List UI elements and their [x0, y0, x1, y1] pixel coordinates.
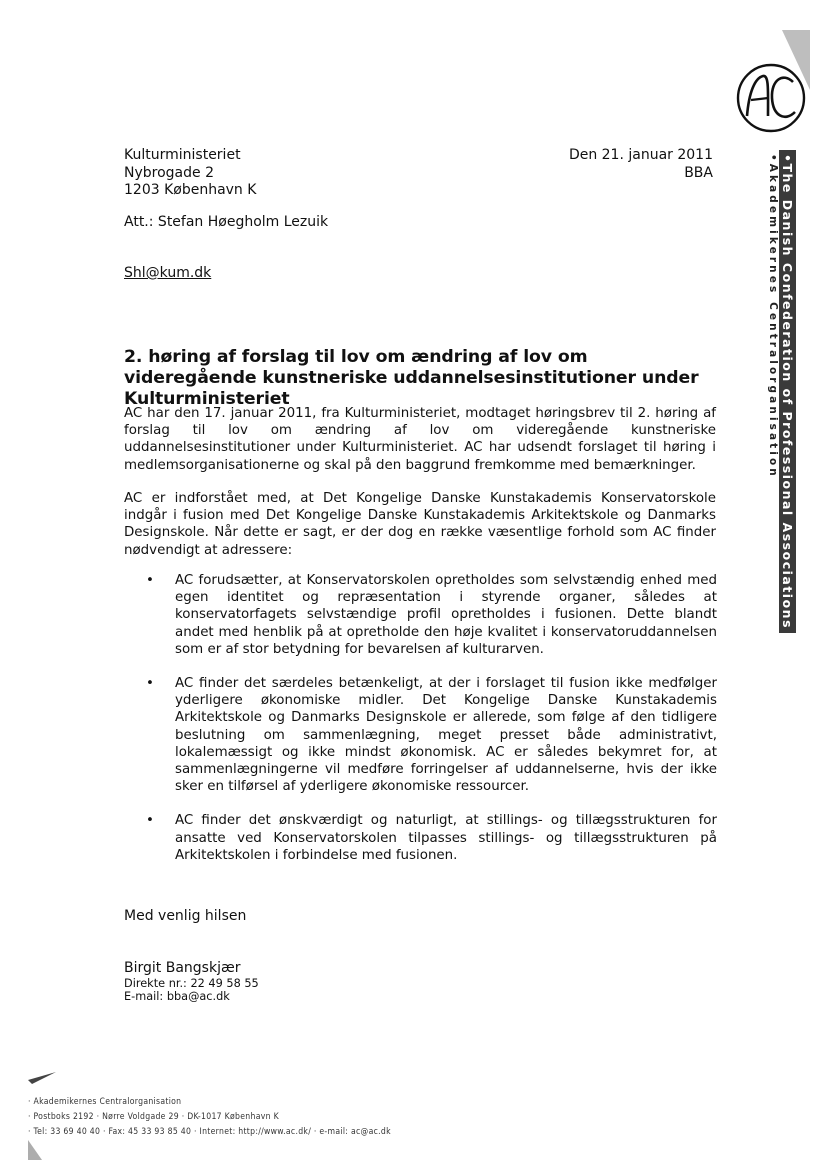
footer-org: · Akademikernes Centralorganisation — [28, 1097, 182, 1107]
recipient-address — [124, 147, 256, 200]
list-item — [124, 675, 717, 795]
ac-logo-icon — [735, 62, 807, 134]
paragraph-1: AC har den 17. januar 2011, fra Kulturministeriet, modtaget høringsbrev til 2. høring af forslag til lov om ændring af lov om videregående kunstneriske uddannelsesinstitutioner under Kulturministeriet. AC har udsendt forslaget til høring i medlemsorganisationerne og skal på den baggrund fremkomme med bemærkninger. — [124, 406, 716, 473]
letterhead-footer — [28, 1095, 391, 1140]
bullet-icon: • — [146, 813, 154, 829]
attention-line: Att.: Stefan Høegholm Lezuik — [124, 214, 329, 230]
signature-contact — [124, 977, 259, 1003]
concerns-list — [124, 572, 717, 881]
signature-email: E-mail: bba@ac.dk — [124, 990, 230, 1003]
closing-salutation: Med venlig hilsen — [124, 908, 247, 924]
side-banner-english: •The Danish Confederation of Professional Associations — [779, 150, 796, 633]
footer-contact: · Tel: 33 69 40 40 · Fax: 45 33 93 85 40 · Internet: http://www.ac.dk/ · e-mail: ac@ac.dk — [28, 1127, 391, 1137]
signature-name: Birgit Bangskjær — [124, 960, 241, 976]
list-item-text: AC forudsætter, at Konservatorskolen opretholdes som selvstændig enhed med egen identitet og repræsentation i styrende organer, således at konservatorfagets selvstændige profil opretholdes i fusionen. Dette blandt andet med henblik på at opretholde den høje kvalitet i konservatoruddannelsen som er af stor betydning for bevarelsen af kulturarven. — [175, 573, 717, 657]
list-item-text: AC finder det ønskværdigt og naturligt, at stillings- og tillægsstrukturen for ansatte ved Konservatorskolen tilpasses stillings- og tillægsstrukturen på Arkitektskolen i forbindelse med fusionen. — [175, 813, 717, 863]
bullet-icon: • — [146, 573, 154, 588]
list-item — [124, 572, 717, 658]
side-banner — [767, 150, 796, 633]
recipient-email-link[interactable]: Shl@kum.dk — [124, 265, 212, 281]
recipient-city: 1203 København K — [124, 182, 257, 198]
letter-date: Den 21. januar 2011 — [568, 147, 713, 163]
signature-direct-phone: Direkte nr.: 22 49 58 55 — [124, 977, 259, 990]
date-block — [569, 147, 713, 182]
footer-address: · Postboks 2192 · Nørre Voldgade 29 · DK-1017 København K — [28, 1112, 279, 1122]
list-item — [124, 812, 717, 864]
list-item-text: AC finder det særdeles betænkeligt, at der i forslaget til fusion ikke medfølger yderligere økonomiske midler. Det Kongelige Danske Kunstakademis Arkitektskole og Danmarks Designskole er allerede, som følge af den tidligere beslutning om sammenlægning, meget presset både administrativt, lokalemæssigt og ikke mindst økonomisk. AC er således bekymret for, at sammenlægningerne vil medføre forringelser af uddannelserne, hvis der ikke sker en tilførsel af yderligere økonomiske ressourcer. — [175, 676, 717, 795]
sender-initials: BBA — [684, 164, 713, 181]
side-banner-danish: •Akademikernes Centralorganisation — [767, 154, 779, 479]
bullet-icon: • — [146, 676, 154, 692]
letter-title: 2. høring af forslag til lov om ændring af lov om videregående kunstneriske uddannelsesinstitutioner under Kulturministeriet — [124, 347, 699, 409]
recipient-street: Nybrogade 2 — [124, 164, 214, 181]
paragraph-2: AC er indforstået med, at Det Kongelige Danske Kunstakademis Konservatorskole indgår i fusion med Det Kongelige Danske Kunstakademis Arkitektskole og Danmarks Designskole. Når dette er sagt, er der dog en række væsentlige forhold som AC finder nødvendigt at adressere: — [124, 491, 716, 558]
recipient-name: Kulturministeriet — [124, 147, 241, 163]
